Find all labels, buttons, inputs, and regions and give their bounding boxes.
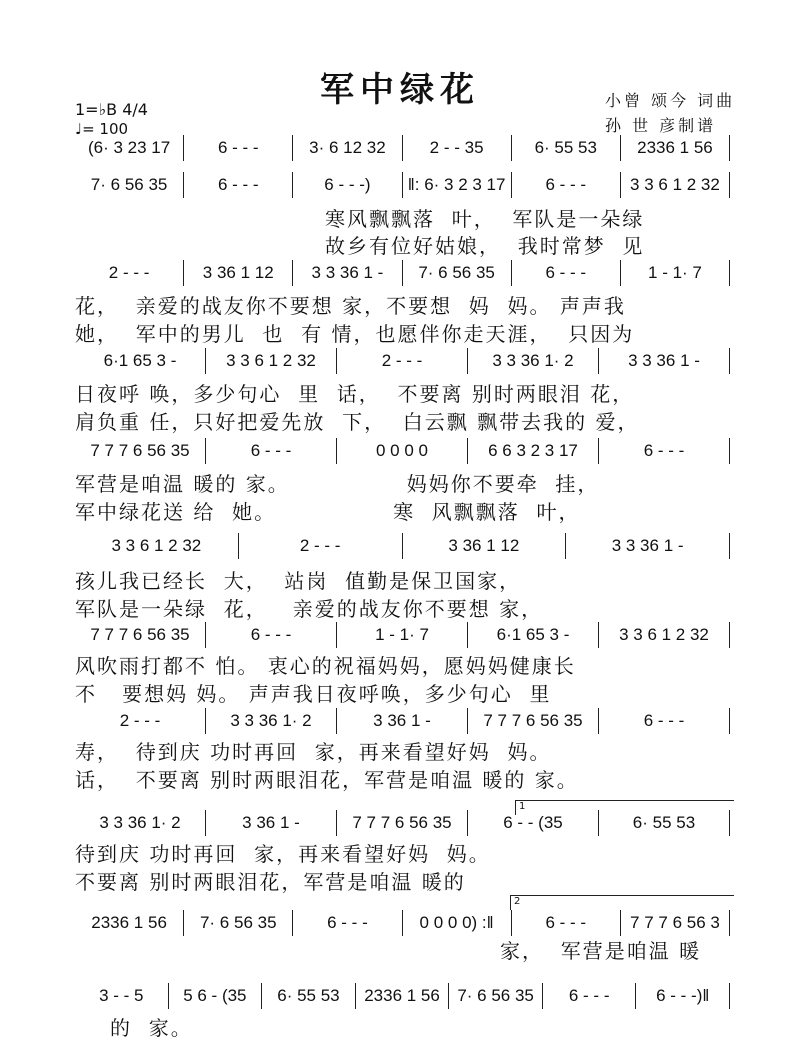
lyric-line: 不 要想妈 妈。 声声我日夜呼唤，多少句心 里: [75, 682, 552, 706]
volta-1: 1: [515, 800, 734, 815]
measure: 6 - - -: [512, 260, 621, 286]
notation-line: [75, 533, 730, 559]
measure: 6· 55 53: [262, 983, 356, 1009]
measure: 3 3 36 1 -: [293, 260, 402, 286]
measure: 2 - - -: [239, 533, 403, 559]
credit-lyrics-music: 小曾 颂今 词曲: [605, 91, 736, 110]
notation-line: [75, 172, 730, 198]
measure: 2336 1 56: [621, 135, 730, 161]
measure: 7· 6 56 35: [75, 172, 184, 198]
lyric-line: 的 家。: [110, 1016, 193, 1040]
lyric-line: 待到庆 功时再回 家，再来看望好妈 妈。: [75, 842, 491, 866]
notation-line: [75, 438, 730, 464]
measure: 7 7 7 6 56 35: [468, 708, 599, 734]
measure: 6 6 3 2 3 17: [468, 438, 599, 464]
lyric-line: 军队是一朵绿 花， 亲爱的战友你不要想 家，: [75, 597, 544, 621]
measure: 6 - - -)‖: [636, 983, 730, 1009]
notation-line: [75, 983, 730, 1009]
lyric-line: 军营是咱温 暖的 家。 妈妈你不要牵 挂，: [75, 472, 600, 496]
measure: 3 3 6 1 2 32: [599, 622, 730, 648]
lyric-line: 故乡有位好姑娘， 我时常梦 见: [325, 234, 645, 258]
measure: 3 36 1 -: [337, 708, 468, 734]
measure: 6· 55 53: [599, 810, 730, 836]
measure: 3 3 36 1 -: [566, 533, 730, 559]
measure: 6 - - -: [184, 172, 293, 198]
measure: 2336 1 56: [356, 983, 450, 1009]
lyric-line: 家， 军营是咱温 暖: [500, 939, 702, 963]
measure: 6 - - -: [512, 910, 621, 936]
lyric-line: 话， 不要离 别时两眼泪花，军营是咱温 暖的 家。: [75, 768, 579, 792]
measure: ‖: 6· 3 2 3 17: [403, 172, 512, 198]
notation-line: [75, 348, 730, 374]
measure: 3 36 1 12: [184, 260, 293, 286]
notation-line: [75, 708, 730, 734]
measure: 6 - - -: [184, 135, 293, 161]
lyric-line: 军中绿花送 给 她。 寒 风飘飘落 叶，: [75, 500, 581, 524]
lyric-line: 风吹雨打都不 怕。 衷心的祝福妈妈，愿妈妈健康长: [75, 654, 576, 678]
measure: 3 - - 5: [75, 983, 169, 1009]
measure: 7 7 7 6 56 35: [337, 810, 468, 836]
measure: 0 0 0 0) :‖: [403, 910, 512, 936]
lyric-line: 孩儿我已经长 大， 站岗 值勤是保卫国家，: [75, 569, 522, 593]
lyric-line: 花， 亲爱的战友你不要想 家，不要想 妈 妈。 声声我: [75, 294, 626, 318]
lyric-line: 日夜呼 唤，多少句心 里 话， 不要离 别时两眼泪 花，: [75, 382, 635, 406]
measure: 6 - - -: [543, 983, 637, 1009]
measure: 6 - - -: [599, 438, 730, 464]
notation-line: [75, 910, 730, 936]
measure: 2 - - 35: [403, 135, 512, 161]
lyric-line: 不要离 别时两眼泪花，军营是咱温 暖的: [75, 870, 466, 894]
notation-line: [75, 260, 730, 286]
measure: 3 3 36 1· 2: [75, 810, 206, 836]
measure: (6· 3 23 17: [75, 135, 184, 161]
measure: 3 36 1 12: [403, 533, 567, 559]
measure: 0 0 0 0: [337, 438, 468, 464]
measure: 6 - - -: [206, 622, 337, 648]
measure: 2336 1 56: [75, 910, 184, 936]
measure: 3 3 6 1 2 32: [621, 172, 730, 198]
measure: 3· 6 12 32: [293, 135, 402, 161]
measure: 3 3 6 1 2 32: [75, 533, 239, 559]
measure: 6 - - -: [599, 708, 730, 734]
measure: 3 3 36 1· 2: [468, 348, 599, 374]
measure: 6·1 65 3 -: [75, 348, 206, 374]
measure: 7 7 7 6 56 35: [75, 438, 206, 464]
measure: 6·1 65 3 -: [468, 622, 599, 648]
measure: 6 - - -): [293, 172, 402, 198]
measure: 6· 55 53: [512, 135, 621, 161]
measure: 7· 6 56 35: [184, 910, 293, 936]
measure: 7 7 7 6 56 3: [621, 910, 730, 936]
measure: 7 7 7 6 56 35: [75, 622, 206, 648]
measure: 2 - - -: [75, 708, 206, 734]
measure: 3 3 6 1 2 32: [206, 348, 337, 374]
measure: 7· 6 56 35: [403, 260, 512, 286]
notation-line: [75, 622, 730, 648]
measure: 7· 6 56 35: [449, 983, 543, 1009]
measure: 2 - - -: [75, 260, 184, 286]
song-title: 军中绿花: [320, 70, 480, 110]
measure: 3 3 36 1· 2: [206, 708, 337, 734]
measure: 1 - 1· 7: [621, 260, 730, 286]
lyric-line: 寿， 待到庆 功时再回 家，再来看望好妈 妈。: [75, 740, 552, 764]
volta-2: 2: [510, 895, 734, 910]
measure: 6 - - (35: [468, 810, 599, 836]
lyric-line: 肩负重 任，只好把爱先放 下， 白云飘 飘带去我的 爱，: [75, 410, 640, 434]
measure: 6 - - -: [206, 438, 337, 464]
credit-notation: 孙 世 彦制谱: [605, 116, 717, 135]
measure: 6 - - -: [293, 910, 402, 936]
key-signature: 1=♭B 4/4: [75, 100, 148, 119]
measure: 3 36 1 -: [206, 810, 337, 836]
tempo-marking: ♩= 100: [75, 120, 129, 138]
lyric-line: 她， 军中的男儿 也 有 情，也愿伴你走天涯， 只因为: [75, 322, 635, 346]
measure: 2 - - -: [337, 348, 468, 374]
measure: 5 6 - (35: [169, 983, 263, 1009]
measure: 6 - - -: [512, 172, 621, 198]
notation-line: [75, 135, 730, 161]
lyric-line: 寒风飘飘落 叶， 军队是一朵绿: [325, 207, 645, 231]
measure: 3 3 36 1 -: [599, 348, 730, 374]
measure: 1 - 1· 7: [337, 622, 468, 648]
